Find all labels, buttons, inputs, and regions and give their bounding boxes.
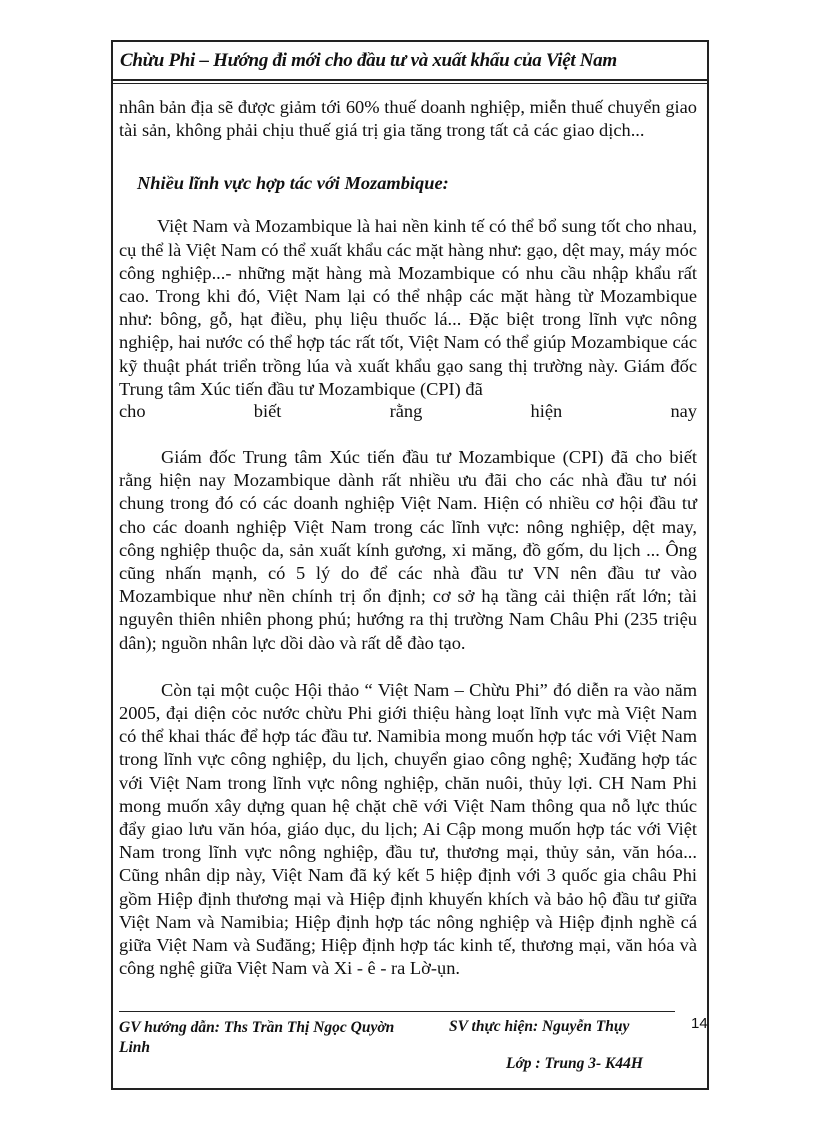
- advisor-credit: GV hướng dẫn: Ths Trần Thị Ngọc Quyờn Linh: [119, 1019, 395, 1056]
- paragraph-conference: Còn tại một cuộc Hội thảo “ Việt Nam – Chừu Phi” đó diễn ra vào năm 2005, đại diện cỏc nước chừu Phi giới thiệu hàng loạt lĩnh vực mà Việt Nam có thể khai thác để hợp tác đầu tư. Namibia mong muốn hợp tác với Việt Nam trong lĩnh vực công nghiệp, du lịch, chuyển giao công nghệ; Xuđăng hợp tác với Việt Nam trong lĩnh vực nông nghiệp, chăn nuôi, thủy lợi. CH Nam Phi mong muốn xây dựng quan hệ chặt chẽ với Việt Nam thông qua nỗ lực thúc đẩy giao lưu văn hóa, giáo dục, du lịch; Ai Cập mong muốn hợp tác với Việt Nam trong lĩnh vực nông nghiệp, đầu tư, thương mại, thủy sản, văn hóa... Cũng nhân dịp này, Việt Nam đã ký kết 5 hiệp định với 3 quốc gia châu Phi gồm Hiệp định thương mại và Hiệp định khuyến khích và bảo hộ đầu tư giữa Việt Nam và Namibia; Hiệp định hợp tác nông nghiệp và Hiệp định nghề cá giữa Việt Nam và Suđăng; Hiệp định hợp tác kinh tế, thương mại, văn hóa và công nghệ giữa Việt Nam và Xi - ê - ra Lờ-ụn.: [119, 679, 697, 979]
- spread-word: cho: [119, 401, 146, 422]
- footer-divider: [119, 1011, 675, 1012]
- section-heading: Nhiều lĩnh vực hợp tác với Mozambique:: [137, 173, 449, 194]
- spread-word: rằng: [389, 401, 423, 422]
- spread-word: biết: [253, 401, 282, 422]
- paragraph-mozambique-trade: Việt Nam và Mozambique là hai nền kinh tế có thể bổ sung tốt cho nhau, cụ thể là Việt Nam có thể xuất khẩu các mặt hàng như: gạo, dệt may, máy móc công nghiệp...- những mặt hàng mà Mozambique có nhu cầu nhập khẩu rất cao. Trong khi đó, Việt Nam lại có thể nhập các mặt hàng từ Mozambique như: bông, gỗ, hạt điều, phụ liệu thuốc lá... Đặc biệt trong lĩnh vực nông nghiệp, hai nước có thể hợp tác rất tốt, Việt Nam có thể giúp Mozambique các kỹ thuật phát triển trồng lúa và xuất khẩu gạo sang thị trường này. Giám đốc Trung tâm Xúc tiến đầu tư Mozambique (CPI) đã: [119, 216, 697, 399]
- intro-paragraph: nhân bản địa sẽ được giảm tới 60% thuế doanh nghiệp, miễn thuế chuyển giao tài sản, không phải chịu thuế giá trị gia tăng trong tất cả các giao dịch...: [119, 97, 697, 141]
- student-credit: SV thực hiện: Nguyễn Thụy: [449, 1018, 630, 1035]
- header-divider: [111, 79, 709, 84]
- paragraph-spread-line: [119, 401, 697, 422]
- spread-word: hiện: [530, 401, 563, 422]
- page-number: 14: [691, 1015, 708, 1032]
- paragraph-cpi-incentives: Giám đốc Trung tâm Xúc tiến đầu tư Mozambique (CPI) đã cho biết rằng hiện nay Mozambique dành rất nhiều ưu đãi cho các nhà đầu tư nói chung trong đó có các doanh nghiệp Việt Nam. Hiện có nhiều cơ hội đầu tư cho các doanh nghiệp Việt Nam trong các lĩnh vực: nông nghiệp, dệt may, công nghiệp thuộc da, sản xuất kính gương, xi măng, đồ gốm, du lịch ... Ông cũng nhấn mạnh, có 5 lý do để các nhà đầu tư VN nên đầu tư vào Mozambique như nền chính trị ổn định; cơ sở hạ tầng cải thiện rất lớn; tài nguyên thiên nhiên phong phú; hướng ra thị trường Nam Châu Phi (235 triệu dân); nguồn nhân lực dồi dào và rất dễ đào tạo.: [119, 447, 697, 653]
- running-header: Chừu Phi – Hướng đi mới cho đầu tư và xuất khẩu của Việt Nam: [120, 50, 617, 71]
- document-body: [119, 96, 697, 981]
- spread-word: nay: [670, 401, 697, 422]
- class-info: Lớp : Trung 3- K44H: [506, 1055, 643, 1072]
